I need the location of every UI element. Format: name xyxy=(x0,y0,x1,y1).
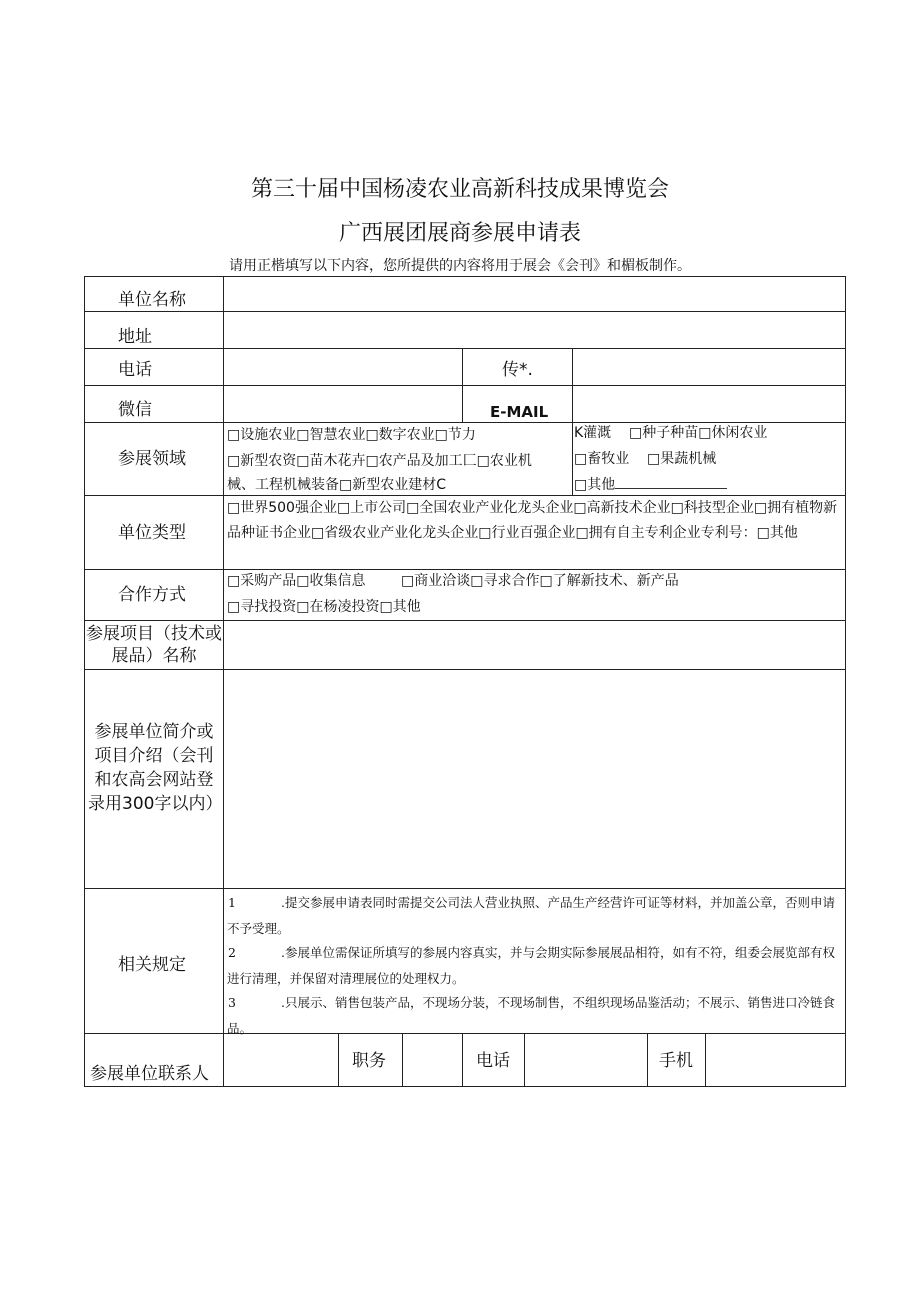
field-option-line[interactable]: □设施农业□智慧农业□数字农业□节力 xyxy=(227,427,476,443)
rule-text: .提交参展申请表同时需提交公司法人营业执照、产品生产经营许可证等材料，并加盖公章，否则申请不予受理。 xyxy=(227,895,835,936)
contact-phone-label: 电话 xyxy=(476,1051,510,1071)
contact-phone-field[interactable] xyxy=(530,1040,640,1080)
field-other-label: □其他 xyxy=(574,477,616,493)
email-field[interactable] xyxy=(580,392,838,416)
fax-label: 传*. xyxy=(502,360,533,380)
fax-field[interactable] xyxy=(580,355,838,379)
email-label: E-MAIL xyxy=(490,403,549,421)
address-label: 地址 xyxy=(118,327,152,347)
rule-text: .参展单位需保证所填写的参展内容真实，并与会期实际参展展品相符，如有不符，组委会展览部有权进行清理，并保留对清理展位的处理权力。 xyxy=(227,945,835,986)
field-option-line[interactable]: K灌溉 □种子种苗□休闲农业 xyxy=(574,425,768,441)
wechat-field[interactable] xyxy=(230,392,454,416)
field-option-line[interactable]: □畜牧业 □果蔬机械 xyxy=(574,451,717,467)
form-subtitle: 广西展团展商参展申请表 xyxy=(338,221,581,246)
rule-number: 3 xyxy=(228,995,236,1010)
fill-instruction: 请用正楷填写以下内容，您所提供的内容将用于展会《会刊》和楣板制作。 xyxy=(229,258,691,274)
unit-name-field[interactable] xyxy=(230,282,836,306)
unit-type-label: 单位类型 xyxy=(118,523,186,543)
intro-label: 参展单位简介或项目介绍（会刊和农高会网站登录用300字以内） xyxy=(88,722,223,814)
contact-label: 参展单位联系人 xyxy=(90,1064,209,1084)
unit-name-label: 单位名称 xyxy=(118,290,186,310)
phone-field[interactable] xyxy=(230,355,454,379)
coop-option-line[interactable]: □采购产品□收集信息 □商业洽谈□寻求合作□了解新技术、新产品 xyxy=(227,573,679,589)
field-option-line[interactable]: □新型农资□苗木花卉□农产品及加工匚□农业机 xyxy=(227,453,532,469)
coop-label: 合作方式 xyxy=(118,585,186,605)
address-field[interactable] xyxy=(230,319,836,343)
rules-label: 相关规定 xyxy=(118,955,186,975)
contact-name-field[interactable] xyxy=(230,1040,330,1080)
position-field[interactable] xyxy=(408,1040,456,1080)
field-other-option[interactable] xyxy=(574,472,727,498)
project-name-label: 参展项目（技术或展品）名称 xyxy=(86,624,222,666)
form-title: 第三十届中国杨凌农业高新科技成果博览会 xyxy=(250,177,669,202)
project-name-field[interactable] xyxy=(230,628,836,662)
field-other-blank[interactable] xyxy=(615,474,727,489)
field-option-line[interactable]: 械、工程机械装备□新型农业建材C xyxy=(227,477,447,493)
position-label: 职务 xyxy=(352,1051,386,1071)
coop-option-line[interactable]: □寻找投资□在杨凌投资□其他 xyxy=(227,599,421,615)
phone-label: 电话 xyxy=(118,360,152,380)
mobile-label: 手机 xyxy=(659,1051,693,1071)
intro-field[interactable] xyxy=(230,676,836,882)
mobile-field[interactable] xyxy=(712,1040,838,1080)
unit-type-options[interactable]: □世界500强企业□上市公司□全国农业产业化龙头企业□高新技术企业□科技型企业□拥有植物新品种证书企业□省级农业产业化龙头企业□行业百强企业□拥有自主专利企业专利号：□其他 xyxy=(227,500,838,541)
rule-number: 1 xyxy=(228,895,236,910)
application-table xyxy=(84,276,846,1087)
field-label: 参展领域 xyxy=(118,449,186,469)
wechat-label: 微信 xyxy=(118,400,152,420)
rule-text: .只展示、销售包装产品，不现场分装，不现场制售，不组织现场品鉴活动；不展示、销售进口冷链食品。 xyxy=(227,995,835,1036)
rule-number: 2 xyxy=(228,945,236,960)
